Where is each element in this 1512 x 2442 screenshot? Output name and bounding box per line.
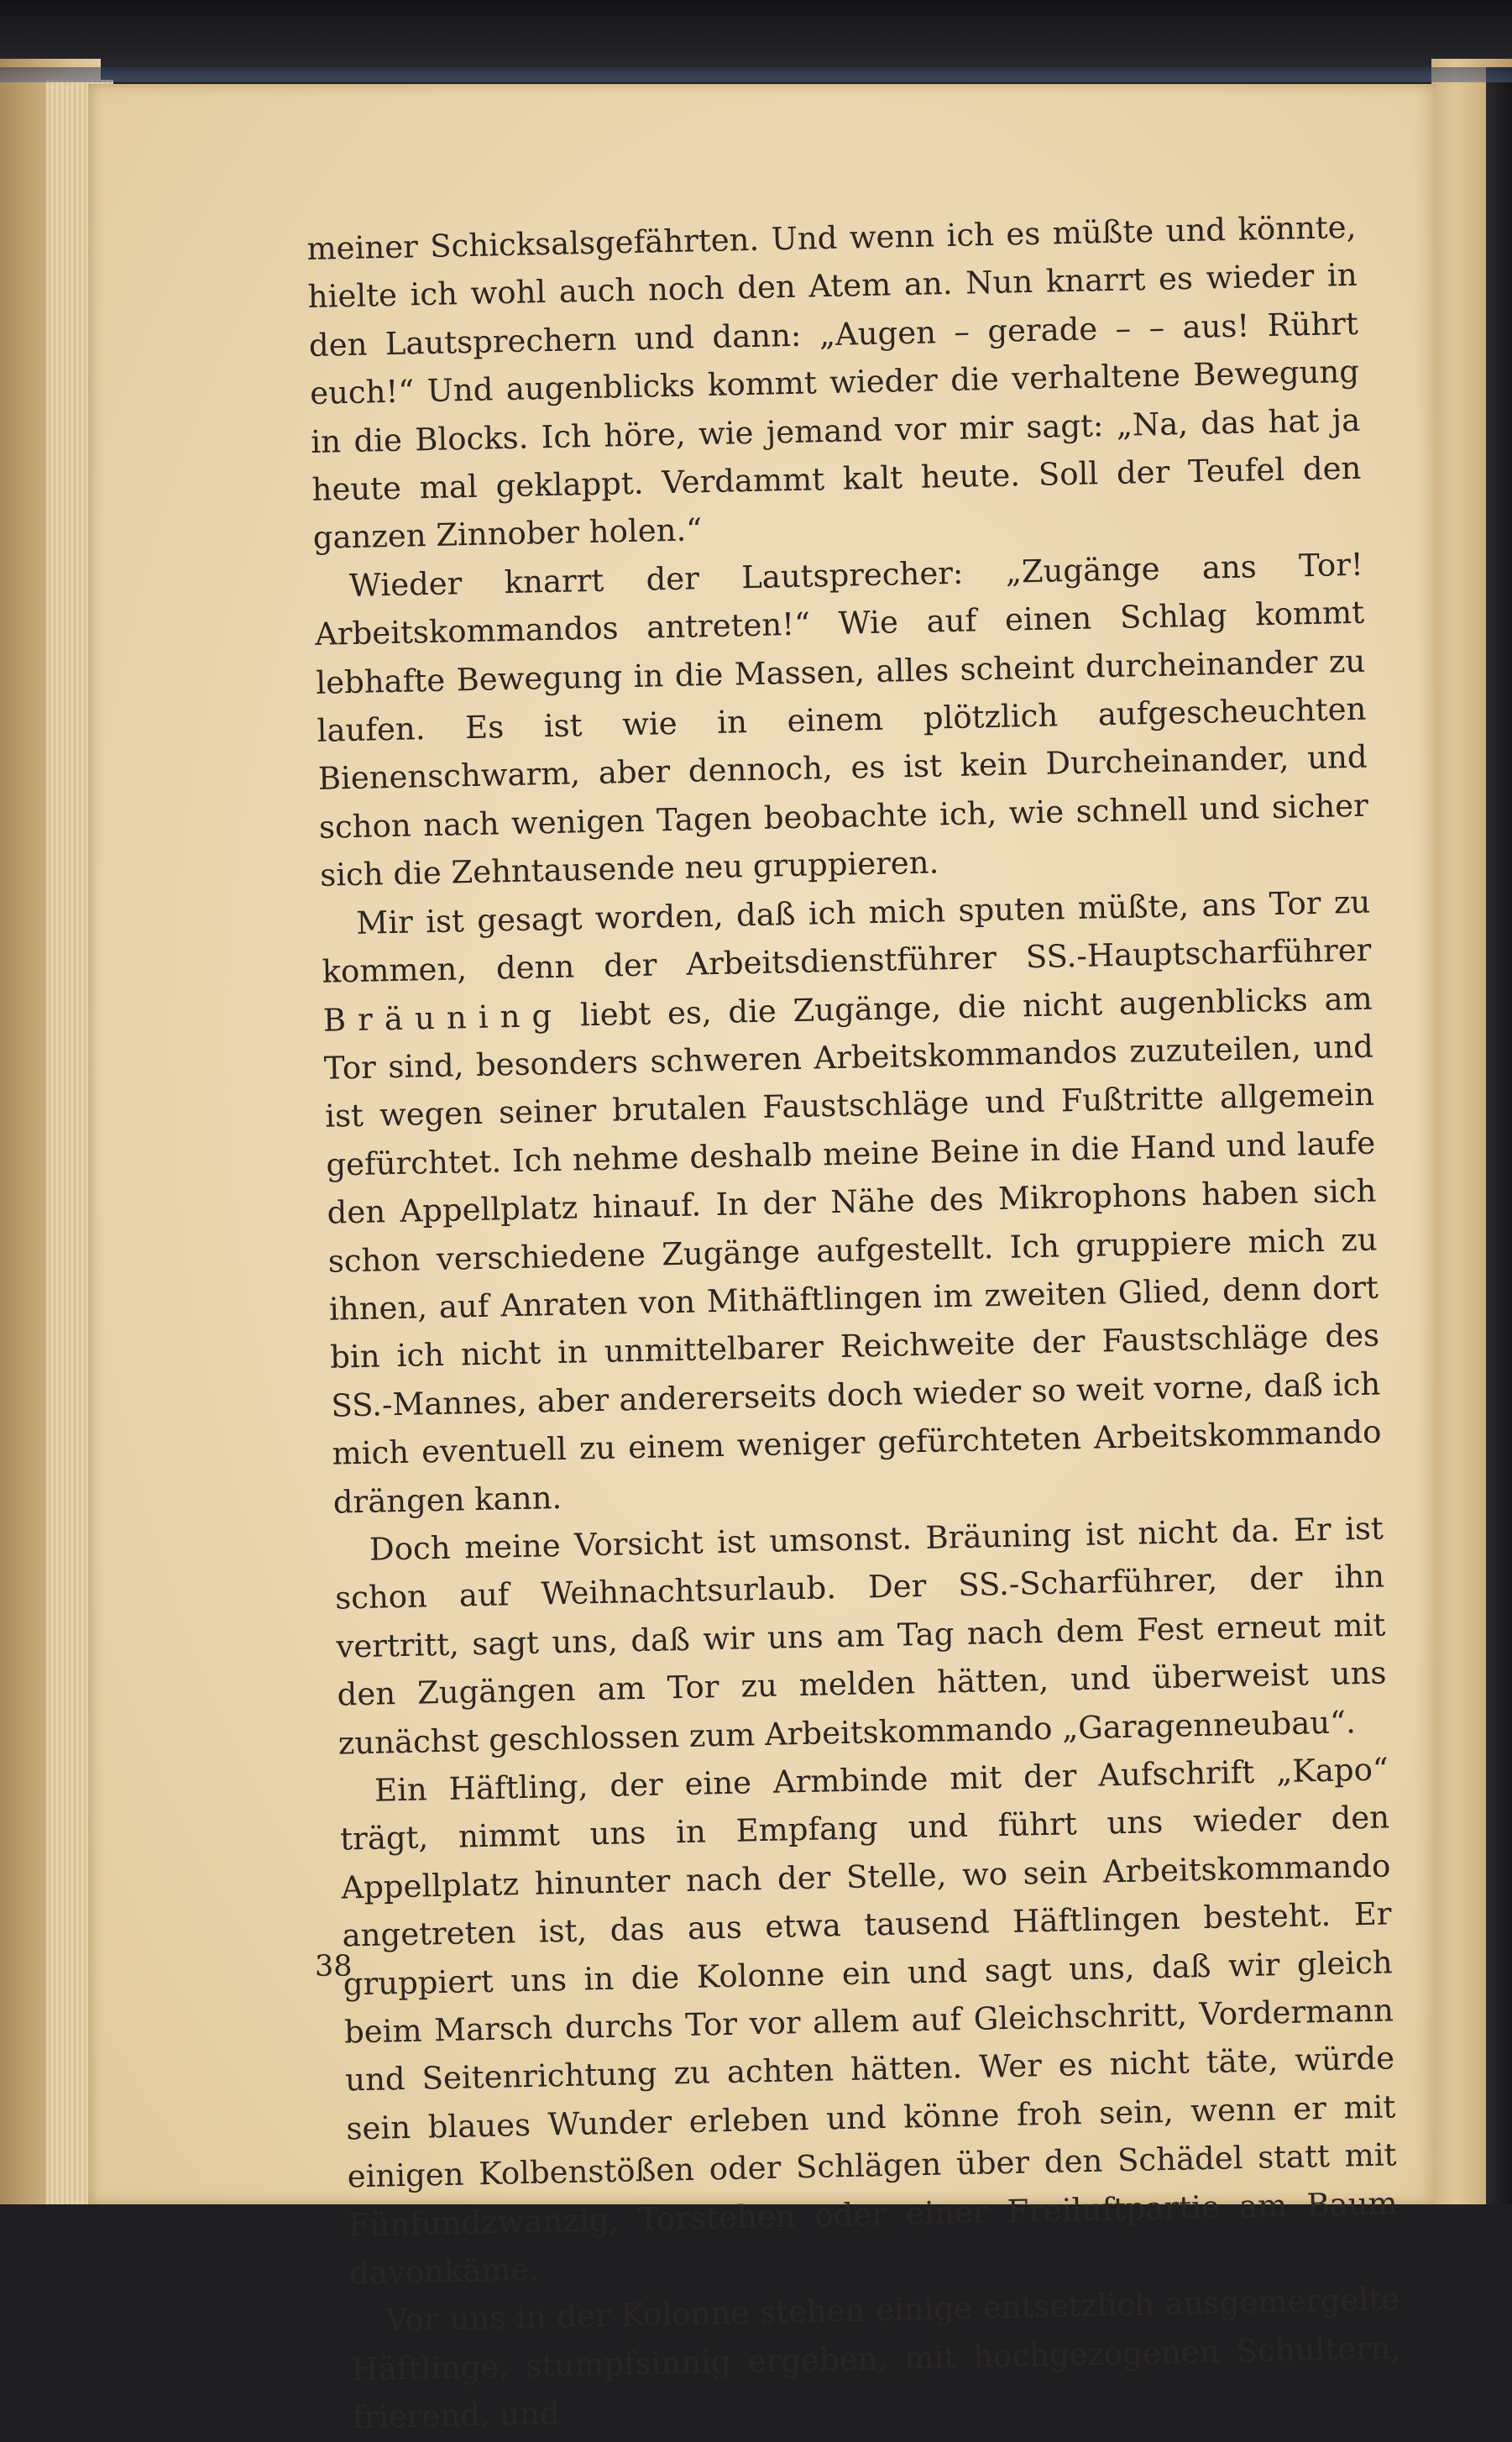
scan-edge-tint [0, 67, 1512, 82]
paragraph-3 [321, 878, 1383, 1526]
paragraph-3-part-2: liebt es, die Zugänge, die nicht augenblicks am Tor sind, besonders schweren Arbeitskommandos zuzuteilen, und ist wegen seiner brutalen Faustschläge und Fußtritte allgemein gefürchtet. Ich nehme deshalb meine Beine in die Hand und laufe den Appellplatz hinauf. In der Nähe des Mikrophons haben sich schon verschiedene Zugänge aufgestellt. Ich gruppiere mich zu ihnen, auf Anraten von Mithäftlingen im zweiten Glied, denn dort bin ich nicht in unmittelbarer Reichweite der Faustschläge des SS.-Mannes, aber andererseits doch wieder so weit vorne, daß ich mich eventuell zu einem weniger gefürchteten Arbeitskommando drängen kann. [323, 980, 1382, 1521]
paragraph-1: meiner Schicksalsgefährten. Und wenn ich es müßte und könnte, hielte ich wohl auch noch den Atem an. Nun knarrt es wieder in den Lautsprechern und dann: „Augen – gerade – – aus! Rührt euch!“ Und augenblicks kommt wieder die verhaltene Bewegung in die Blocks. Ich höre, wie jemand vor mir sagt: „Na, das hat ja heute mal geklappt. Verdammt kalt heute. Soll der Teufel den ganzen Zinnober holen.“ [306, 208, 1362, 557]
paragraph-2: Wieder knarrt der Lautsprecher: „Zugänge ans Tor! Arbeitskommandos antreten!“ Wie auf einen Schlag kommt lebhafte Bewegung in die Massen, alles scheint durcheinander zu laufen. Es ist wie in einem plötzlich aufgescheuchten Bienenschwarm, aber dennoch, es ist kein Durcheinander, und schon nach wenigen Tagen beobachte ich, wie schnell und sicher sich die Zehntausende neu gruppieren. [314, 546, 1369, 894]
paragraph-4: Doch meine Vorsicht ist umsonst. Bräuning ist nicht da. Er ist schon auf Weihnachtsurlaub. Der SS.-Scharführer, der ihn vertritt, sagt uns, daß wir uns am Tag nach dem Fest erneut mit den Zugängen am Tor zu melden hätten, und überweist uns zunächst geschlossen zum Arbeitskommando „Garagenneubau“. [334, 1510, 1387, 1762]
body-text [306, 203, 1402, 2442]
paragraph-3-part-1: Mir ist gesagt worden, daß ich mich sputen müßte, ans Tor zu kommen, denn der Arbeitsdienstführer SS.-Hauptscharführer [322, 883, 1372, 990]
paragraph-5: Ein Häftling, der eine Armbinde mit der Aufschrift „Kapo“ trägt, nimmt uns in Empfang und führt uns wieder den Appellplatz hinunter nach der Stelle, wo sein Arbeitskommando angetreten ist, das aus etwa tausend Häftlingen besteht. Er gruppiert uns in die Kolonne ein und sagt uns, daß wir gleich beim Marsch durchs Tor vor allem auf Gleichschritt, Vordermann und Seitenrichtung zu achten hätten. Wer es nicht täte, würde sein blaues Wunder erleben und könne froh sein, wenn er mit einigen Kolbenstößen oder Schlägen über den Schädel statt mit Fünfundzwanzig, Torstehen oder einer Freiluftpartie am Baum davonkäme. [339, 1751, 1399, 2292]
spaced-name-braeuning: Bräuning [322, 997, 564, 1039]
page-number: 38 [315, 1950, 353, 1983]
scanner-background-right [1486, 67, 1512, 2204]
paragraph-6: Vor uns in der Kolonne stehen einige entsetzlich ausgemergelte Häftlinge, stumpfsinnig ergeben, mit hochgezogenen Schultern, frierend, und [351, 2281, 1401, 2436]
